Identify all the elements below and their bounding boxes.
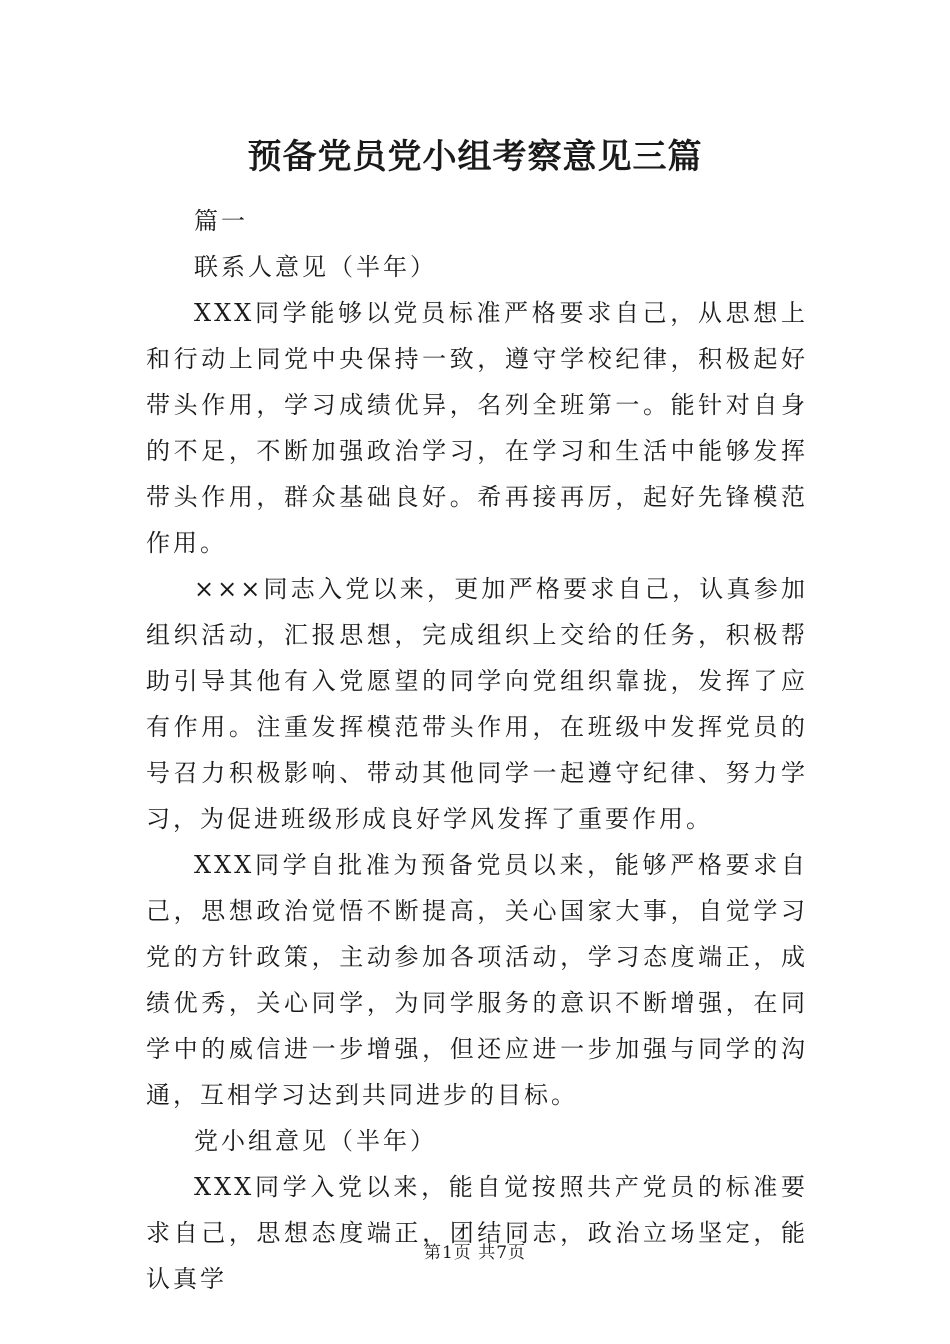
paragraph: XXX同学自批准为预备党员以来，能够严格要求自己，思想政治觉悟不断提高，关心国家大事，自觉学习党的方针政策，主动参加各项活动，学习态度端正，成绩优秀，关心同学，为同学服务的意识不断增强，在同学中的威信进一步增强，但还应进一步加强与同学的沟通，互相学习达到共同进步的目标。 — [146, 851, 808, 1109]
section-label: 篇一 — [194, 207, 248, 235]
page-footer: 第1页 共7页 — [423, 1243, 527, 1263]
paragraph: XXX同学能够以党员标准严格要求自己，从思想上和行动上同党中央保持一致，遵守学校纪律，积极起好带头作用，学习成绩优异，名列全班第一。能针对自身的不足，不断加强政治学习，在学习和生活中能够发挥带头作用，群众基础良好。希再接再厉，起好先锋模范作用。 — [146, 299, 808, 557]
subheading-group-opinion: 党小组意见（半年） — [194, 1127, 437, 1155]
document-title: 预备党员党小组考察意见三篇 — [247, 137, 703, 177]
paragraph: XXX同学入党以来，能自觉按照共产党员的标准要求自己，思想态度端正，团结同志，政治立场坚定，能认真学 — [146, 1173, 808, 1293]
subheading-contact-opinion: 联系人意见（半年） — [194, 253, 437, 281]
document-body — [146, 198, 808, 1302]
paragraph: ×××同志入党以来，更加严格要求自己，认真参加组织活动，汇报思想，完成组织上交给的任务，积极帮助引导其他有入党愿望的同学向党组织靠拢，发挥了应有作用。注重发挥模范带头作用，在班级中发挥党员的号召力积极影响、带动其他同学一起遵守纪律、努力学习，为促进班级形成良好学风发挥了重要作用。 — [146, 575, 808, 833]
